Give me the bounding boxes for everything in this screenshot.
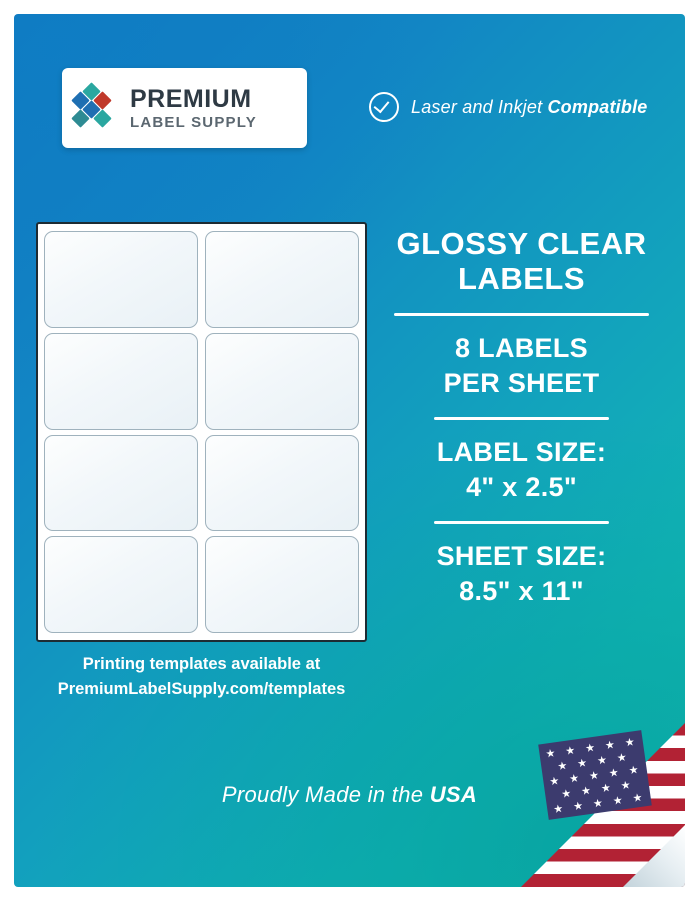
templates-note-line1: Printing templates available at bbox=[82, 655, 321, 673]
templates-note-line2: PremiumLabelSupply.com/templates bbox=[57, 679, 346, 698]
templates-note bbox=[36, 652, 367, 702]
usa-flag-corner-icon bbox=[521, 723, 685, 887]
label-cell bbox=[44, 435, 198, 532]
made-in-bold: USA bbox=[429, 782, 478, 807]
check-circle-icon bbox=[369, 92, 399, 122]
sheet-size-line2: 8.5" x 11" bbox=[459, 576, 584, 607]
compatibility-badge bbox=[369, 92, 648, 122]
label-sheet-preview bbox=[36, 222, 367, 642]
label-cell bbox=[44, 333, 198, 430]
made-in-plain: Proudly Made in the bbox=[221, 782, 430, 807]
label-cell bbox=[44, 231, 198, 328]
product-specs bbox=[374, 226, 669, 609]
logo-subtitle: LABEL SUPPLY bbox=[130, 113, 257, 131]
sheet-size bbox=[374, 539, 669, 609]
divider bbox=[394, 313, 649, 316]
flag-union: ★ ★ ★ ★ ★ ★ ★ ★ ★ ★ ★ ★ ★ ★ ★ ★ ★ ★ ★ ★ ★ ★ ★ bbox=[538, 730, 652, 820]
labels-per-sheet-line2: PER SHEET bbox=[443, 367, 600, 398]
label-size-line2: 4" x 2.5" bbox=[466, 471, 577, 502]
label-cell bbox=[44, 536, 198, 633]
label-size-line1: LABEL SIZE: bbox=[436, 436, 607, 467]
label-cell bbox=[205, 333, 359, 430]
compatibility-text-bold: Compatible bbox=[547, 96, 648, 117]
product-title bbox=[374, 226, 669, 297]
diamond-grid-logo-icon bbox=[74, 85, 120, 131]
divider bbox=[434, 521, 609, 524]
logo-title: PREMIUM bbox=[130, 84, 252, 113]
labels-per-sheet-line1: 8 LABELS bbox=[455, 332, 588, 363]
product-title-line1: GLOSSY CLEAR bbox=[396, 226, 647, 261]
labels-per-sheet bbox=[374, 331, 669, 401]
divider bbox=[434, 417, 609, 420]
label-cell bbox=[205, 435, 359, 532]
label-cell bbox=[205, 536, 359, 633]
label-size bbox=[374, 435, 669, 505]
poster-background bbox=[14, 14, 685, 887]
label-cell bbox=[205, 231, 359, 328]
product-title-line2: LABELS bbox=[458, 261, 585, 297]
compatibility-text-plain: Laser and Inkjet bbox=[411, 96, 548, 117]
sheet-size-line1: SHEET SIZE: bbox=[436, 541, 607, 572]
brand-logo bbox=[62, 68, 307, 148]
compatibility-text bbox=[411, 97, 648, 118]
